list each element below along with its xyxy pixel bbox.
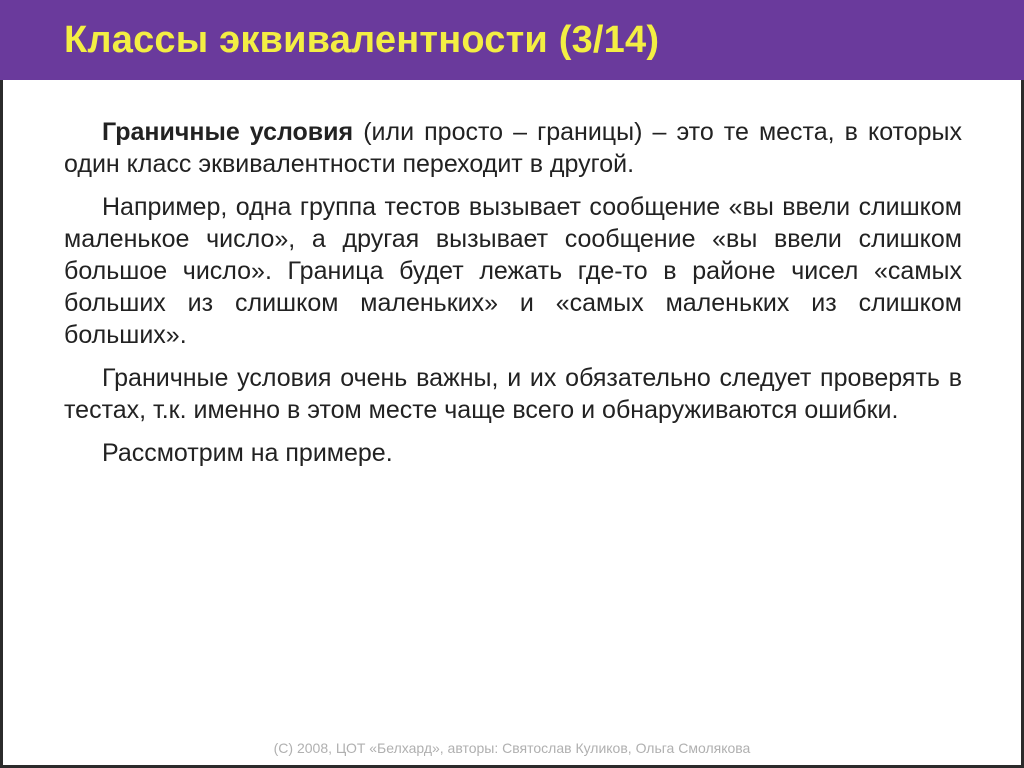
paragraph-consider-example: Рассмотрим на примере.: [102, 439, 393, 467]
slide-footer: (С) 2008, ЦОТ «Белхард», авторы: Святослав Куликов, Ольга Смолякова: [273, 740, 751, 756]
slide-header: [0, 0, 1024, 80]
paragraph-boundary-conditions: [64, 116, 962, 180]
paragraph-example: Например, одна группа тестов вызывает сообщение «вы ввели слишком маленькое число», а другая вызывает сообщение «вы ввели слишком большое число». Граница будет лежать где-то в районе чисел «самых больших из слишком маленьких» и «самых маленьких из слишком больших».: [64, 193, 962, 349]
boundary-conditions-definition: (или просто – границы) – это те места, в которых один класс эквивалентности переходит в другой.: [64, 118, 962, 178]
slide-title: Классы эквивалентности (3/14): [64, 19, 660, 61]
slide-body: [64, 116, 962, 480]
paragraph-importance: Граничные условия очень важны, и их обязательно следует проверять в тестах, т.к. именно в этом месте чаще всего и обнаруживаются ошибки.: [64, 364, 962, 424]
boundary-conditions-term: Граничные условия: [102, 118, 354, 146]
